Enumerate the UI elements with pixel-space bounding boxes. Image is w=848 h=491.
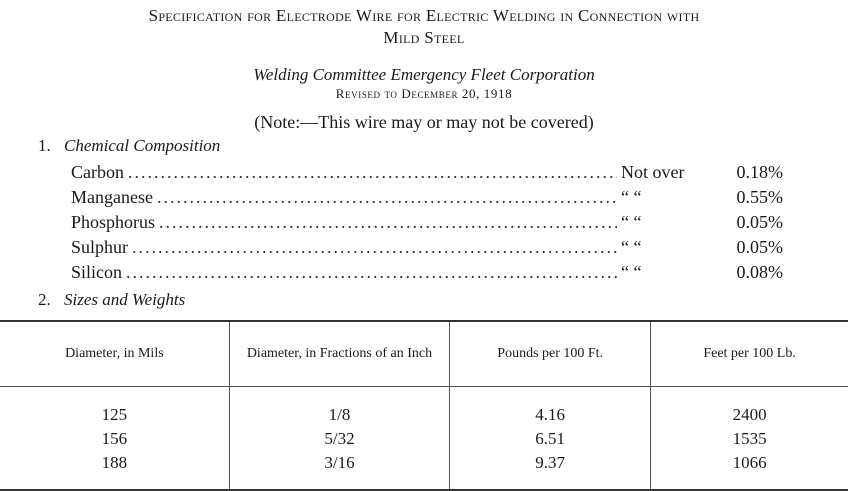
cell-mils: 125 — [101, 405, 128, 424]
header-diameter-mils: Diameter, in Mils — [0, 321, 229, 387]
limit-value: 0.18% — [736, 162, 783, 182]
table-row — [0, 451, 848, 490]
header-pounds-per-100ft: Pounds per 100 Ft. — [450, 321, 651, 387]
limit-value: 0.05% — [736, 237, 783, 257]
limit-prefix: “ “ — [621, 187, 642, 207]
cell-fraction: 3/16 — [229, 451, 449, 490]
limit-prefix: “ “ — [621, 212, 642, 232]
limit-value: 0.05% — [736, 212, 783, 232]
leader-dots — [132, 237, 617, 258]
element-name: Sulphur — [71, 237, 129, 257]
section-sizes-and-weights — [38, 290, 185, 310]
composition-row-silicon — [71, 262, 783, 284]
covering-note: (Note:—This wire may or may not be covered) — [254, 112, 594, 132]
limit-value: 0.08% — [736, 262, 783, 282]
sizes-weights-table — [0, 320, 848, 491]
leader-dots — [157, 187, 617, 208]
section-label: Sizes and Weights — [64, 290, 186, 309]
section-number: 1. — [38, 136, 51, 155]
table-header-row — [0, 321, 848, 387]
document-title-line-2: Mild Steel — [383, 28, 465, 47]
header-diameter-fractions: Diameter, in Fractions of an Inch — [229, 321, 449, 387]
limit-prefix: Not over — [621, 162, 685, 182]
element-name: Manganese — [71, 187, 153, 207]
section-number: 2. — [38, 290, 51, 309]
cell-feet: 1066 — [651, 451, 848, 490]
cell-mils: 188 — [101, 453, 128, 472]
cell-pounds: 6.51 — [450, 427, 651, 451]
section-label: Chemical Composition — [64, 136, 221, 155]
element-name: Silicon — [71, 262, 123, 282]
leader-dots — [128, 162, 617, 183]
document-title-line-1: Specification for Electrode Wire for Electric Welding in Connection with — [148, 6, 700, 25]
limit-prefix: “ “ — [621, 262, 642, 282]
element-name: Phosphorus — [71, 212, 156, 232]
composition-row-sulphur — [71, 237, 783, 259]
cell-fraction: 1/8 — [229, 387, 449, 428]
cell-pounds: 4.16 — [450, 387, 651, 428]
element-name: Carbon — [71, 162, 124, 182]
committee-subtitle: Welding Committee Emergency Fleet Corporation — [253, 65, 595, 84]
cell-mils: 156 — [101, 429, 128, 448]
cell-pounds: 9.37 — [450, 451, 651, 490]
composition-row-manganese — [71, 187, 783, 209]
revision-date: Revised to December 20, 1918 — [335, 86, 513, 101]
limit-value: 0.55% — [736, 187, 783, 207]
composition-row-phosphorus — [71, 212, 783, 234]
table-row — [0, 427, 848, 451]
section-chemical-composition — [38, 136, 220, 156]
composition-row-carbon — [71, 162, 783, 184]
limit-prefix: “ “ — [621, 237, 642, 257]
table-row — [0, 387, 848, 428]
header-feet-per-100lb: Feet per 100 Lb. — [651, 321, 848, 387]
cell-fraction: 5/32 — [229, 427, 449, 451]
leader-dots — [126, 262, 617, 283]
cell-feet: 1535 — [651, 427, 848, 451]
cell-feet: 2400 — [651, 387, 848, 428]
leader-dots — [159, 212, 617, 233]
